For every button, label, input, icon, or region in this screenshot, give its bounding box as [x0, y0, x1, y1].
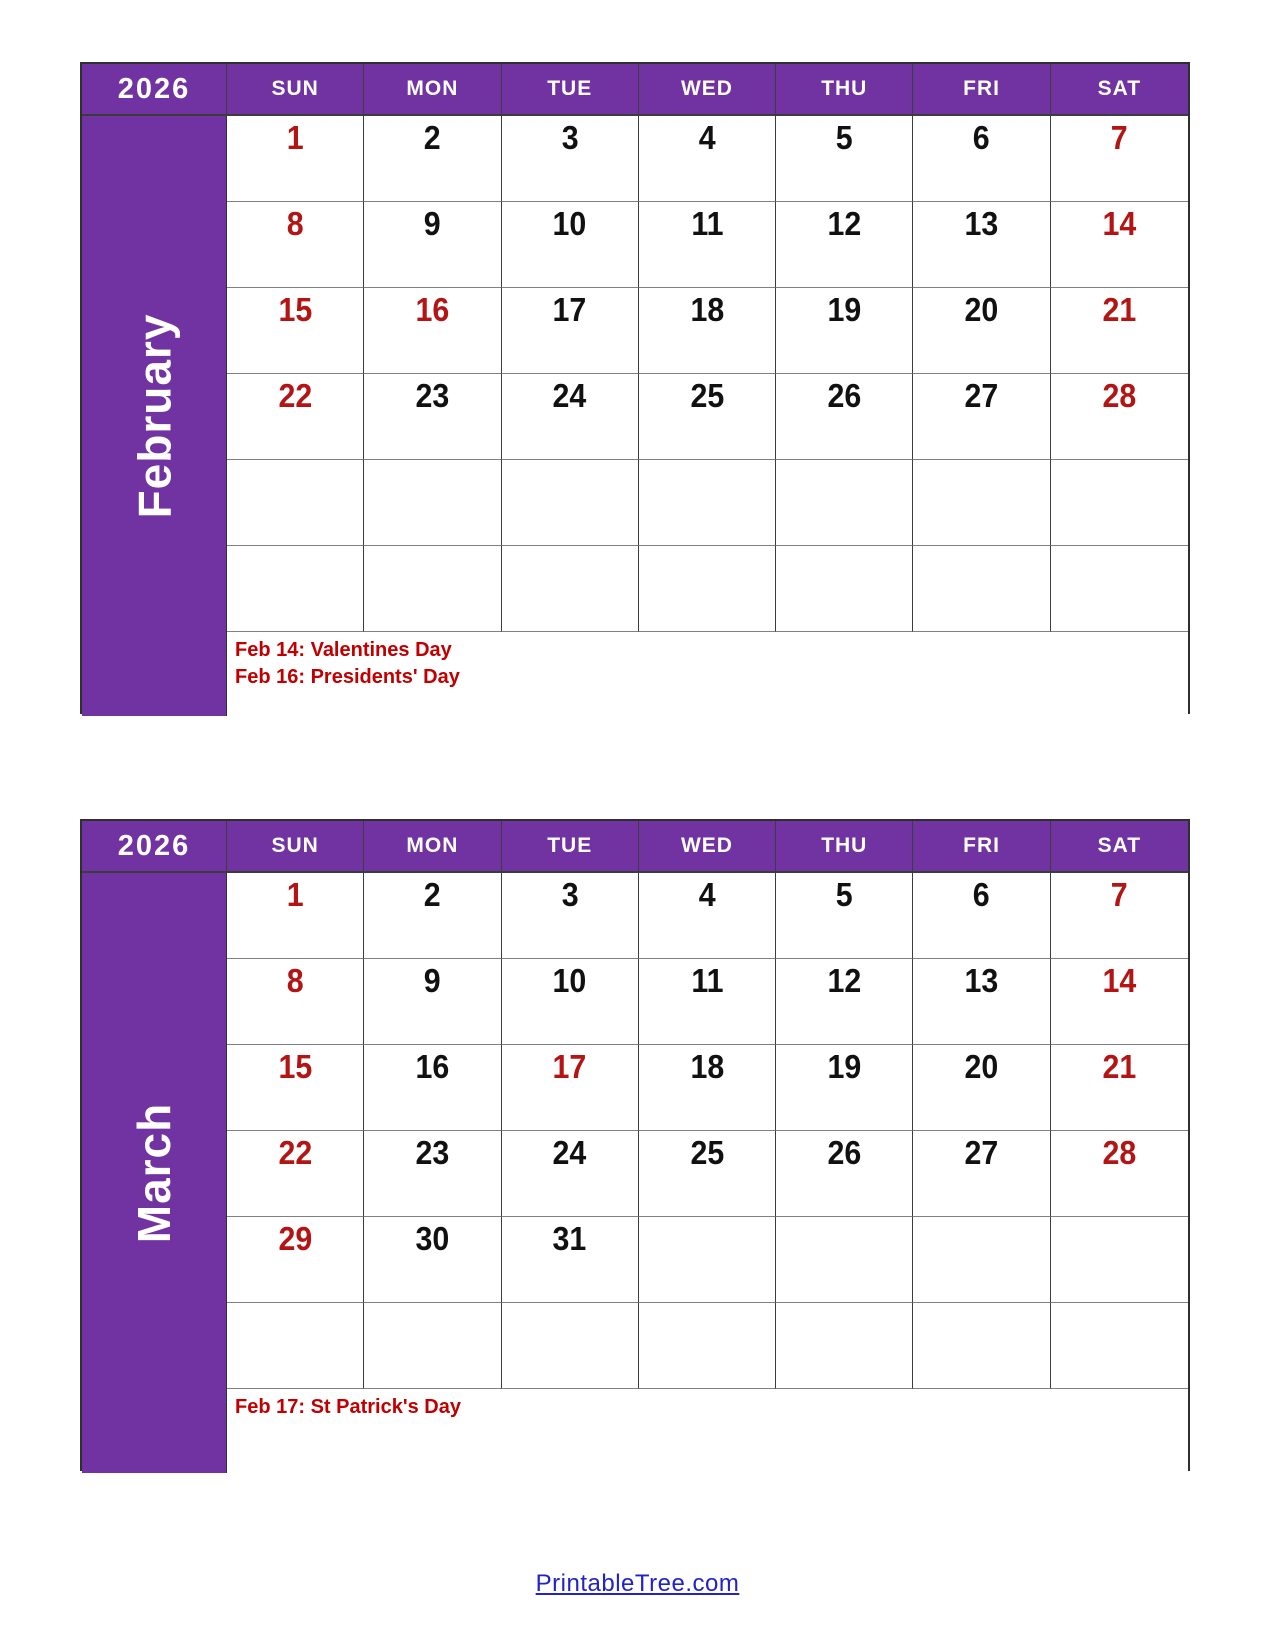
day-cell-march-23: [364, 1131, 501, 1217]
day-cell-february-1: [227, 116, 364, 202]
day-cell-march-31: [502, 1217, 639, 1303]
day-number: 6: [973, 119, 990, 156]
day-cell-march-27: [913, 1131, 1050, 1217]
day-cell-empty: [1051, 1217, 1188, 1303]
day-number: 5: [835, 876, 853, 913]
day-cell-march-14: [1051, 959, 1188, 1045]
day-cell-empty: [913, 546, 1050, 632]
day-cell-empty: [227, 1303, 364, 1389]
weekday-header-tue: TUE: [502, 64, 639, 116]
day-number: 25: [690, 377, 724, 414]
day-cell-february-16: [364, 288, 501, 374]
holiday-notes-february: [227, 632, 1188, 716]
weekday-header-thu: THU: [776, 64, 913, 116]
day-cell-empty: [227, 546, 364, 632]
day-number: 5: [835, 119, 853, 156]
day-cell-march-16: [364, 1045, 501, 1131]
day-cell-february-8: [227, 202, 364, 288]
day-number: 16: [415, 1048, 450, 1085]
holiday-note: Feb 16: Presidents' Day: [235, 666, 460, 688]
day-cell-march-22: [227, 1131, 364, 1217]
day-number: 15: [278, 1048, 313, 1085]
day-number: 9: [423, 962, 441, 999]
day-number: 1: [286, 119, 304, 156]
day-number: 4: [698, 119, 716, 156]
day-cell-february-9: [364, 202, 501, 288]
day-cell-february-20: [913, 288, 1050, 374]
day-number: 31: [552, 1220, 587, 1257]
day-number: 3: [561, 876, 579, 913]
day-number: 19: [827, 1048, 862, 1085]
day-number: 18: [690, 291, 724, 328]
day-number: 10: [552, 962, 587, 999]
year-label-february: 2026: [82, 64, 227, 116]
day-cell-empty: [502, 546, 639, 632]
day-number: 6: [973, 876, 990, 913]
day-number: 26: [827, 1134, 862, 1171]
day-number: 14: [1102, 962, 1137, 999]
month-label-march: March: [127, 1102, 180, 1244]
weekday-header-thu: THU: [776, 821, 913, 873]
day-cell-empty: [913, 460, 1050, 546]
day-cell-march-13: [913, 959, 1050, 1045]
footer: [0, 1570, 1275, 1598]
month-label-february: February: [128, 313, 181, 519]
day-cell-february-4: [639, 116, 776, 202]
day-number: 12: [827, 205, 862, 242]
day-cell-march-15: [227, 1045, 364, 1131]
day-number: 30: [415, 1220, 450, 1257]
day-number: 16: [415, 291, 450, 328]
weekday-header-sun: SUN: [227, 64, 364, 116]
day-cell-february-11: [639, 202, 776, 288]
day-cell-empty: [639, 1303, 776, 1389]
day-cell-empty: [502, 460, 639, 546]
footer-link[interactable]: PrintableTree.com: [535, 1570, 740, 1597]
day-cell-march-20: [913, 1045, 1050, 1131]
day-cell-march-30: [364, 1217, 501, 1303]
weekday-header-wed: WED: [639, 821, 776, 873]
calendar-march: [80, 819, 1190, 1471]
day-cell-february-6: [913, 116, 1050, 202]
day-number: 11: [690, 205, 724, 242]
weekday-header-fri: FRI: [913, 821, 1050, 873]
day-number: 17: [552, 291, 587, 328]
year-label-march: 2026: [82, 821, 227, 873]
day-cell-february-28: [1051, 374, 1188, 460]
day-cell-february-18: [639, 288, 776, 374]
day-number: 24: [552, 1134, 587, 1171]
day-number: 13: [964, 205, 999, 242]
day-cell-empty: [776, 1217, 913, 1303]
day-cell-february-26: [776, 374, 913, 460]
holiday-note: Feb 14: Valentines Day: [235, 639, 452, 661]
day-number: 9: [423, 205, 441, 242]
day-cell-march-6: [913, 873, 1050, 959]
day-number: 22: [278, 377, 313, 414]
day-cell-empty: [1051, 546, 1188, 632]
day-number: 25: [690, 1134, 724, 1171]
day-number: 19: [827, 291, 862, 328]
day-cell-february-24: [502, 374, 639, 460]
day-number: 21: [1102, 1048, 1137, 1085]
day-cell-empty: [776, 546, 913, 632]
day-number: 7: [1110, 119, 1128, 156]
day-number: 3: [561, 119, 579, 156]
day-number: 28: [1102, 377, 1137, 414]
day-cell-empty: [227, 460, 364, 546]
day-cell-march-21: [1051, 1045, 1188, 1131]
day-cell-february-2: [364, 116, 501, 202]
day-cell-march-11: [639, 959, 776, 1045]
day-cell-empty: [639, 460, 776, 546]
day-cell-february-15: [227, 288, 364, 374]
day-cell-empty: [502, 1303, 639, 1389]
day-cell-march-29: [227, 1217, 364, 1303]
day-cell-march-3: [502, 873, 639, 959]
weekday-header-wed: WED: [639, 64, 776, 116]
day-number: 7: [1110, 876, 1128, 913]
day-number: 26: [827, 377, 862, 414]
day-number: 18: [690, 1048, 724, 1085]
day-cell-march-19: [776, 1045, 913, 1131]
holiday-note: Feb 17: St Patrick's Day: [235, 1396, 461, 1418]
day-number: 12: [827, 962, 862, 999]
day-number: 2: [423, 876, 441, 913]
day-number: 17: [552, 1048, 587, 1085]
day-cell-february-3: [502, 116, 639, 202]
day-cell-february-14: [1051, 202, 1188, 288]
day-number: 20: [964, 291, 999, 328]
day-number: 27: [964, 1134, 999, 1171]
day-number: 2: [423, 119, 441, 156]
day-cell-february-5: [776, 116, 913, 202]
day-number: 1: [286, 876, 304, 913]
day-number: 10: [552, 205, 587, 242]
day-cell-empty: [1051, 1303, 1188, 1389]
day-number: 15: [278, 291, 313, 328]
day-cell-february-19: [776, 288, 913, 374]
day-cell-february-10: [502, 202, 639, 288]
day-cell-march-8: [227, 959, 364, 1045]
weekday-header-fri: FRI: [913, 64, 1050, 116]
day-number: 8: [286, 962, 304, 999]
month-sidebar-february: [82, 116, 227, 716]
day-cell-empty: [364, 546, 501, 632]
weekday-header-tue: TUE: [502, 821, 639, 873]
day-cell-february-21: [1051, 288, 1188, 374]
day-cell-march-26: [776, 1131, 913, 1217]
month-sidebar-march: [82, 873, 227, 1473]
day-cell-february-23: [364, 374, 501, 460]
weekday-header-mon: MON: [364, 64, 501, 116]
day-cell-march-12: [776, 959, 913, 1045]
day-cell-february-12: [776, 202, 913, 288]
day-number: 4: [698, 876, 716, 913]
day-cell-march-1: [227, 873, 364, 959]
day-number: 27: [964, 377, 999, 414]
day-cell-empty: [364, 460, 501, 546]
day-cell-february-25: [639, 374, 776, 460]
day-cell-march-17: [502, 1045, 639, 1131]
day-cell-empty: [639, 546, 776, 632]
day-cell-march-7: [1051, 873, 1188, 959]
day-cell-february-22: [227, 374, 364, 460]
day-number: 21: [1102, 291, 1137, 328]
day-cell-empty: [913, 1303, 1050, 1389]
day-cell-empty: [1051, 460, 1188, 546]
day-number: 8: [286, 205, 304, 242]
day-cell-march-18: [639, 1045, 776, 1131]
day-number: 29: [278, 1220, 313, 1257]
day-cell-empty: [364, 1303, 501, 1389]
weekday-header-sat: SAT: [1051, 821, 1188, 873]
day-cell-february-7: [1051, 116, 1188, 202]
holiday-notes-march: [227, 1389, 1188, 1473]
day-number: 13: [964, 962, 999, 999]
day-cell-march-28: [1051, 1131, 1188, 1217]
day-cell-february-27: [913, 374, 1050, 460]
day-cell-march-4: [639, 873, 776, 959]
day-number: 24: [552, 377, 587, 414]
weekday-header-sun: SUN: [227, 821, 364, 873]
day-number: 14: [1102, 205, 1137, 242]
day-cell-empty: [639, 1217, 776, 1303]
weekday-header-mon: MON: [364, 821, 501, 873]
weekday-header-sat: SAT: [1051, 64, 1188, 116]
day-number: 22: [278, 1134, 313, 1171]
day-cell-empty: [776, 1303, 913, 1389]
day-cell-march-2: [364, 873, 501, 959]
day-cell-march-10: [502, 959, 639, 1045]
day-number: 28: [1102, 1134, 1137, 1171]
calendar-february: [80, 62, 1190, 714]
day-number: 20: [964, 1048, 999, 1085]
day-cell-empty: [913, 1217, 1050, 1303]
day-cell-empty: [776, 460, 913, 546]
day-cell-february-17: [502, 288, 639, 374]
day-cell-february-13: [913, 202, 1050, 288]
day-number: 23: [415, 377, 450, 414]
day-cell-march-24: [502, 1131, 639, 1217]
day-number: 23: [415, 1134, 450, 1171]
day-cell-march-9: [364, 959, 501, 1045]
day-cell-march-5: [776, 873, 913, 959]
day-cell-march-25: [639, 1131, 776, 1217]
day-number: 11: [690, 962, 724, 999]
